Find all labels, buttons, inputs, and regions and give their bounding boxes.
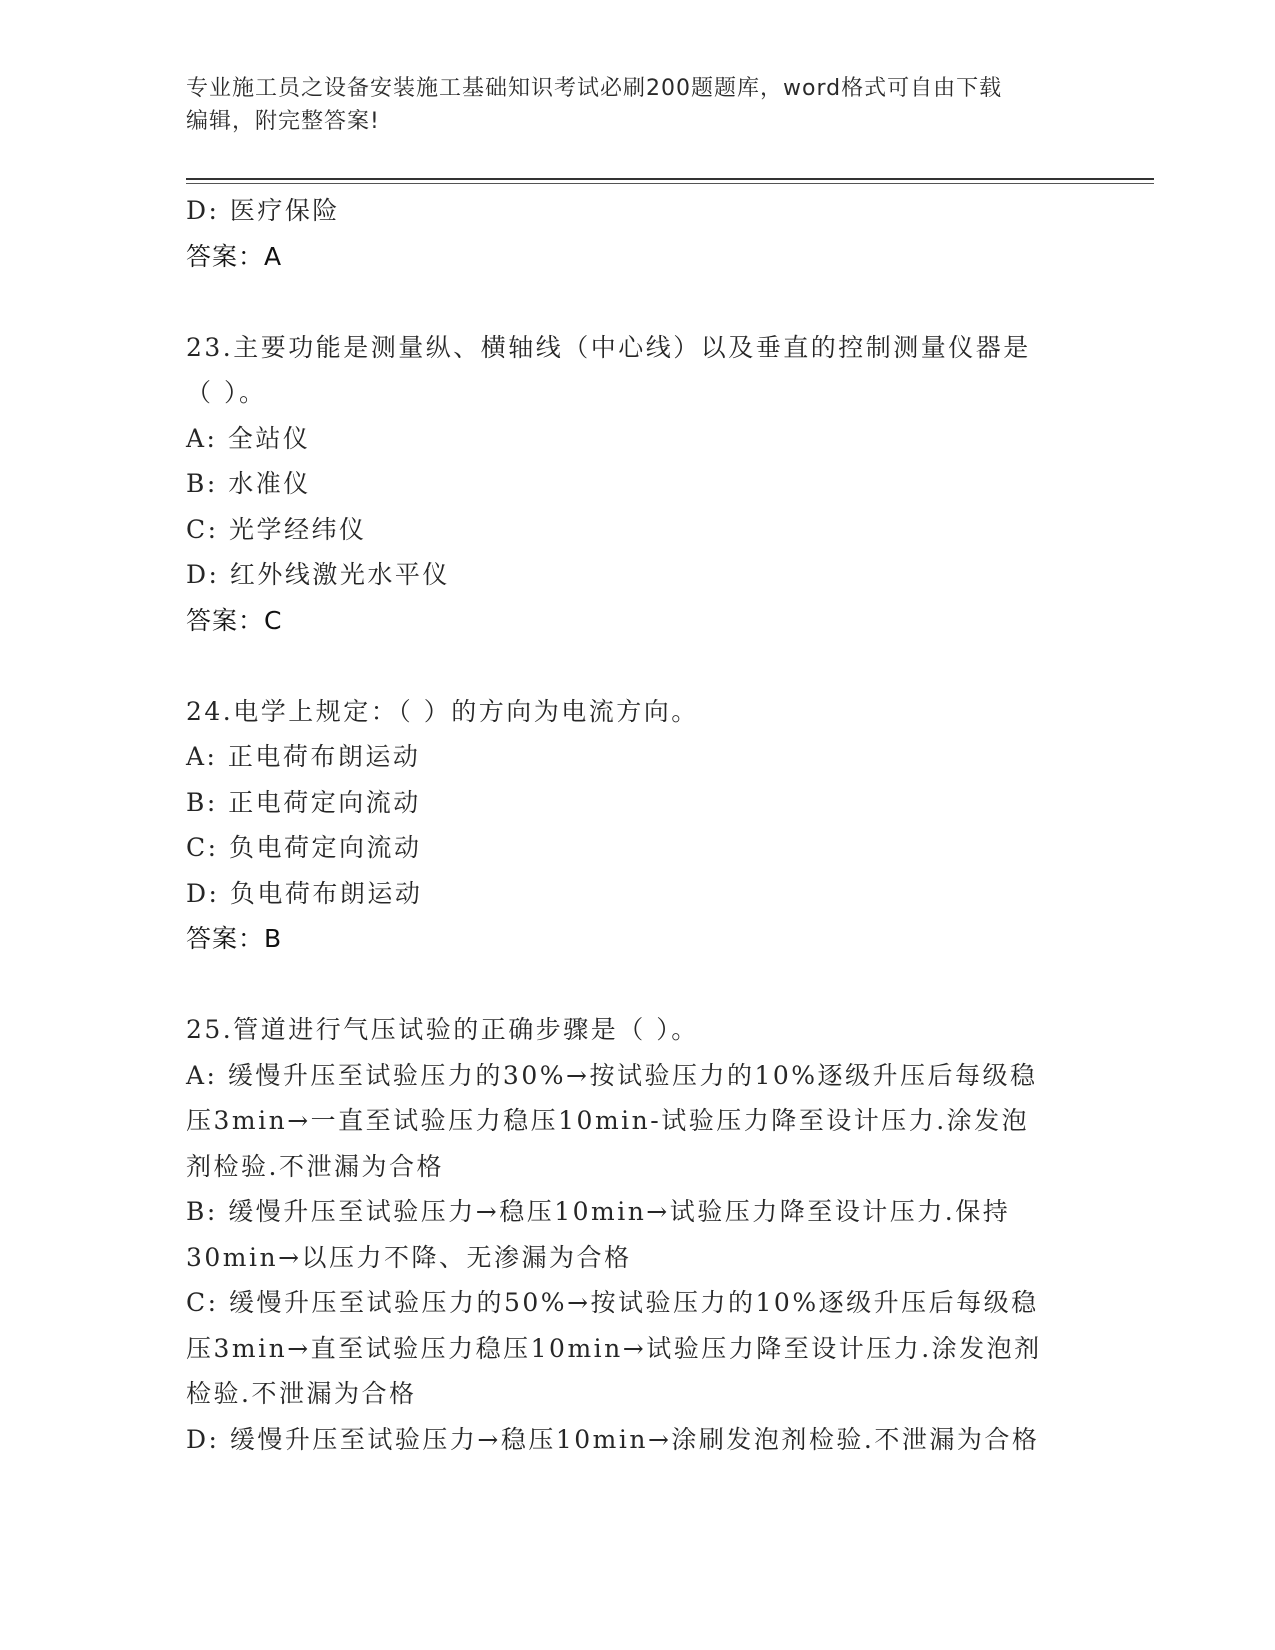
header-title-line-1: 专业施工员之设备安装施工基础知识考试必刷200题题库，word格式可自由下载: [186, 76, 1003, 101]
question-25-option-c-line-1: C: 缓慢升压至试验压力的50%→按试验压力的10%逐级升压后每级稳: [186, 1288, 1039, 1317]
question-25-option-d: D: 缓慢升压至试验压力→稳压10min→涂刷发泡剂检验.不泄漏为合格: [186, 1424, 1040, 1454]
question-spacer: [186, 279, 1076, 325]
question-25-option-a-line-1: A: 缓慢升压至试验压力的30%→按试验压力的10%逐级升压后每级稳: [186, 1060, 1038, 1090]
question-24: [186, 689, 1076, 962]
question-23-stem-line-1: 23.主要功能是测量纵、横轴线（中心线）以及垂直的控制测量仪器是: [186, 332, 1031, 362]
question-24-option-d: D: 负电荷布朗运动: [186, 878, 423, 908]
question-25-stem: 25.管道进行气压试验的正确步骤是（ ）。: [186, 1015, 699, 1044]
question-list: [186, 188, 1076, 1462]
question-25-option-b-line-2: 30min→以压力不降、无渗漏为合格: [186, 1242, 632, 1272]
question-22-answer: 答案：A: [186, 241, 283, 271]
question-23-option-b: B: 水准仪: [186, 469, 311, 498]
header-title-line-2: 编辑，附完整答案!: [186, 109, 380, 134]
document-header: [186, 72, 1076, 138]
question-23-option-c: C: 光学经纬仪: [186, 514, 367, 544]
question-spacer: [186, 962, 1076, 1008]
question-25-option-a-line-2: 压3min→一直至试验压力稳压10min-试验压力降至设计压力.涂发泡: [186, 1106, 1030, 1135]
question-24-option-c: C: 负电荷定向流动: [186, 833, 422, 862]
question-24-answer: 答案：B: [186, 924, 283, 953]
question-25-option-b-line-1: B: 缓慢升压至试验压力→稳压10min→试验压力降至设计压力.保持: [186, 1197, 1011, 1226]
question-22: [186, 188, 1076, 279]
question-25-option-c-line-2: 压3min→直至试验压力稳压10min→试验压力降至设计压力.涂发泡剂: [186, 1333, 1042, 1363]
question-23-option-a: A: 全站仪: [186, 423, 311, 453]
header-divider-thin: [186, 183, 1154, 184]
question-23-answer: 答案：C: [186, 605, 283, 635]
question-23-option-d: D: 红外线激光水平仪: [186, 560, 450, 589]
question-25-option-a-line-3: 剂检验.不泄漏为合格: [186, 1151, 444, 1181]
question-25-option-c-line-3: 检验.不泄漏为合格: [186, 1379, 417, 1408]
question-22-option-d: D: 医疗保险: [186, 196, 340, 225]
question-23: [186, 325, 1076, 644]
question-25: [186, 1007, 1076, 1462]
question-23-stem-line-2: （ ）。: [186, 378, 267, 407]
header-divider-thick: [186, 178, 1154, 180]
question-spacer: [186, 643, 1076, 689]
question-24-option-a: A: 正电荷布朗运动: [186, 742, 421, 771]
question-24-stem: 24.电学上规定：（ ）的方向为电流方向。: [186, 696, 699, 726]
question-24-option-b: B: 正电荷定向流动: [186, 787, 421, 817]
